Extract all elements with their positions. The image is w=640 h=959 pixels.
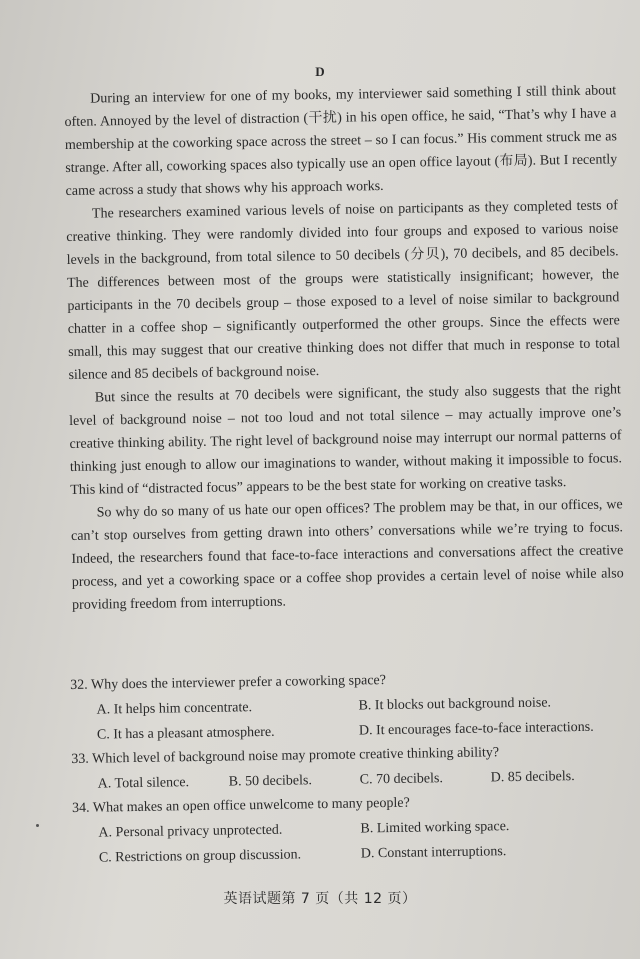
- question-32-option-a: A. It helps him concentrate.: [96, 700, 253, 718]
- question-33-option-c: C. 70 decibels.: [359, 771, 444, 788]
- paragraph-1: During an interview for one of my books, my interviewer said something I still think about often. Annoyed by the level of distraction (干扰) in his open office, he said, “That’s why I have a membership at the coworking space across the street – so I can focus.” His comment struck me as strange. After all, coworking spaces also typically use an open office layout (布局). But I recently came across a study that shows why his approach works.: [64, 83, 618, 199]
- pencil-dot: [36, 824, 39, 827]
- question-34-option-d: D. Constant interruptions.: [360, 844, 507, 862]
- question-34-option-a: A. Personal privacy unprotected.: [98, 822, 283, 841]
- question-34-stem: 34. What makes an open office unwelcome to many people?: [71, 795, 410, 816]
- question-32-option-c: C. It has a pleasant atmosphere.: [96, 724, 275, 743]
- paragraph-4: So why do so many of us hate our open offices? The problem may be that, in our offices, we can’t stop ourselves from getting drawn into others’ conversations while we’re trying to focus. Indeed, the researchers found that face-to-face interactions and conversations affect the creative process, and yet a coworking space or a coffee shop provides a certain level of noise while also providing freedom from interruptions.: [70, 497, 624, 613]
- reading-passage: [64, 79, 624, 617]
- question-32-stem: 32. Why does the interviewer prefer a coworking space?: [70, 673, 387, 693]
- paragraph-3: But since the results at 70 decibels were significant, the study also suggests that the right level of background noise – not too loud and not total silence – may actually improve one’s creative thinking ability. The right level of background noise may interrupt our normal patterns of thinking just enough to allow our imaginations to wander, without making it impossible to focus. This kind of “distracted focus” appears to be the best state for working on creative tasks.: [69, 382, 623, 498]
- paragraph-2: The researchers examined various levels of noise on participants as they completed tests of creative thinking. They were randomly divided into four groups and exposed to various noise levels in the background, from total silence to 50 decibels (分贝), 70 decibels, and 85 decibels. The differences between most of the groups were statistically insignificant; however, the participants in the 70 decibels group – those exposed to a level of noise similar to background chatter in a coffee shop – significantly outperformed the other groups. Since the effects were small, this may suggest that our creative thinking does not differ that much in response to total silence and 85 decibels of background noise.: [66, 198, 621, 383]
- section-letter: D: [315, 64, 325, 79]
- question-34-option-c: C. Restrictions on group discussion.: [98, 847, 302, 866]
- question-33-stem: 33. Which level of background noise may promote creative thinking ability?: [71, 745, 500, 767]
- question-list: [70, 665, 623, 871]
- question-32-option-d: D. It encourages face-to-face interactions.: [358, 719, 594, 739]
- question-33-option-a: A. Total silence.: [97, 775, 190, 792]
- question-33-option-d: D. 85 decibels.: [490, 769, 575, 786]
- question-32-option-b: B. It blocks out background noise.: [358, 695, 552, 714]
- page-footer: 英语试题第 7 页（共 12 页）: [223, 891, 417, 907]
- question-34-option-b: B. Limited working space.: [360, 819, 510, 837]
- question-33-option-b: B. 50 decibels.: [228, 773, 313, 790]
